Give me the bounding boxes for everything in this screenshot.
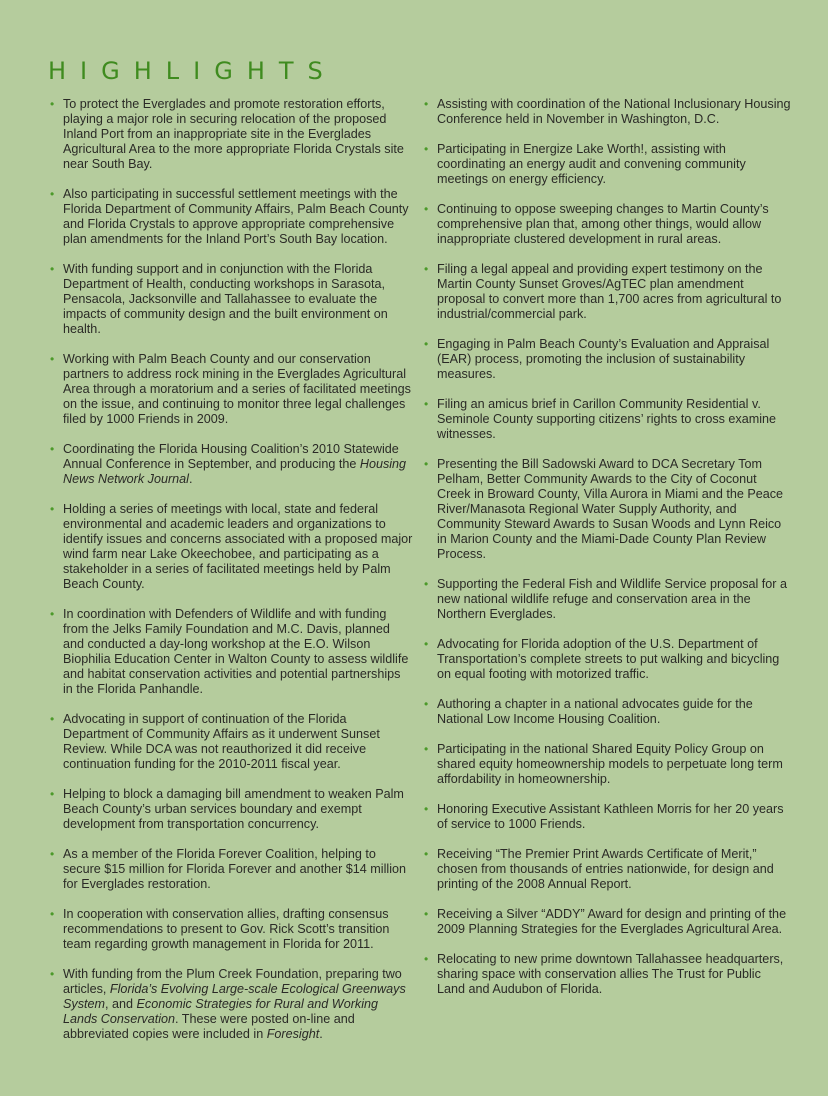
highlight-text: In coordination with Defenders of Wildlife and with funding from the Jelks Family Foundation and M.C. Davis, planned and conducted a day-long workshop at the E.O. Wilson Biophilia Education Center in Walton County to assess wildlife and habitat conservation activities and potential partnerships in the Florida Panhandle. (63, 607, 409, 696)
bullet-icon: • (424, 637, 429, 651)
bullet-icon: • (424, 262, 429, 276)
highlight-item (422, 637, 792, 682)
highlight-text: To protect the Everglades and promote restoration efforts, playing a major role in securing relocation of the proposed Inland Port from an inappropriate site in the Everglades Agricultural Area to the more appropriate Florida Crystals site near South Bay. (63, 97, 404, 171)
bullet-icon: • (50, 712, 55, 726)
highlight-item (422, 907, 792, 937)
bullet-icon: • (424, 952, 429, 966)
bullet-icon: • (424, 457, 429, 471)
highlight-item (48, 352, 413, 427)
highlight-item (422, 802, 792, 832)
highlight-text: Coordinating the Florida Housing Coalition’s 2010 Statewide Annual Conference in September, and producing the Housing News Network Journal. (63, 442, 407, 486)
bullet-icon: • (424, 742, 429, 756)
bullet-icon: • (50, 847, 55, 861)
highlight-text: Receiving a Silver “ADDY” Award for design and printing of the 2009 Planning Strategies for the Everglades Agricultural Area. (437, 907, 787, 936)
bullet-icon: • (424, 202, 429, 216)
bullet-icon: • (50, 787, 55, 801)
bullet-icon: • (424, 802, 429, 816)
highlight-text: Honoring Executive Assistant Kathleen Morris for her 20 years of service to 1000 Friends. (437, 802, 784, 831)
highlight-item (422, 952, 792, 997)
page-title: HIGHLIGHTS (48, 57, 337, 85)
highlight-item (48, 187, 413, 247)
highlight-text: Continuing to oppose sweeping changes to Martin County’s comprehensive plan that, among other things, would allow inappropriate clustered development in rural areas. (437, 202, 769, 246)
highlight-text: Participating in Energize Lake Worth!, assisting with coordinating an energy audit and convening community meetings on energy efficiency. (437, 142, 746, 186)
highlight-item (48, 442, 413, 487)
bullet-icon: • (50, 262, 55, 276)
bullet-icon: • (50, 907, 55, 921)
bullet-icon: • (50, 442, 55, 456)
highlight-item (422, 262, 792, 322)
highlight-item (48, 787, 413, 832)
highlight-text: Relocating to new prime downtown Tallahassee headquarters, sharing space with conservation allies The Trust for Public Land and Audubon of Florida. (437, 952, 784, 996)
bullet-icon: • (424, 847, 429, 861)
highlight-text: Assisting with coordination of the National Inclusionary Housing Conference held in November in Washington, D.C. (437, 97, 791, 126)
highlight-text: Authoring a chapter in a national advocates guide for the National Low Income Housing Coalition. (437, 697, 753, 726)
highlight-text: Presenting the Bill Sadowski Award to DCA Secretary Tom Pelham, Better Community Awards to the City of Coconut Creek in Broward County, Villa Aurora in Miami and the Peace River/Manasota Regional Water Supply Authority, and Community Steward Awards to Susan Woods and Lynn Reico in Marion County and the Miami-Dade County Plan Review Process. (437, 457, 784, 561)
highlight-item (422, 97, 792, 127)
highlight-item (422, 142, 792, 187)
highlight-text: As a member of the Florida Forever Coalition, helping to secure $15 million for Florida Forever and another $14 million for Everglades restoration. (63, 847, 407, 891)
bullet-icon: • (424, 97, 429, 111)
highlight-text: Participating in the national Shared Equity Policy Group on shared equity homeownership models to perpetuate long term affordability in homeownership. (437, 742, 783, 786)
highlight-item (48, 967, 413, 1042)
highlight-item (48, 502, 413, 592)
highlight-item (48, 97, 413, 172)
bullet-icon: • (424, 907, 429, 921)
bullet-icon: • (50, 97, 55, 111)
highlight-text: Helping to block a damaging bill amendment to weaken Palm Beach County’s urban services boundary and exempt development from transportation concurrency. (63, 787, 404, 831)
bullet-icon: • (424, 142, 429, 156)
bullet-icon: • (50, 187, 55, 201)
highlight-item (422, 337, 792, 382)
bullet-icon: • (50, 502, 55, 516)
highlight-text: Filing a legal appeal and providing expert testimony on the Martin County Sunset Groves/AgTEC plan amendment proposal to convert more than 1,700 acres from agricultural to industrial/commercial park. (437, 262, 782, 321)
highlight-text: In cooperation with conservation allies, drafting consensus recommendations to present to Gov. Rick Scott’s transition team regarding growth management in Florida for 2011. (63, 907, 390, 951)
highlights-left-column (48, 97, 413, 1057)
highlight-item (422, 697, 792, 727)
highlight-text: Advocating for Florida adoption of the U.S. Department of Transportation’s complete streets to put walking and bicycling on equal footing with motorized traffic. (437, 637, 780, 681)
bullet-icon: • (424, 697, 429, 711)
highlight-item (48, 262, 413, 337)
highlight-text: Working with Palm Beach County and our conservation partners to address rock mining in the Everglades Agricultural Area through a moratorium and a series of facilitated meetings on the issue, and continuing to monitor three legal challenges filed by 1000 Friends in 2009. (63, 352, 411, 426)
bullet-icon: • (50, 967, 55, 981)
highlight-item (422, 397, 792, 442)
bullet-icon: • (50, 352, 55, 366)
highlight-text: With funding from the Plum Creek Foundation, preparing two articles, Florida’s Evolving Large-scale Ecological Greenways System, and Economic Strategies for Rural and Working Lands Conservation. These were posted on-line and abbreviated copies were included in Foresight. (63, 967, 406, 1041)
highlight-text: Supporting the Federal Fish and Wildlife Service proposal for a new national wildlife refuge and conservation area in the Northern Everglades. (437, 577, 788, 621)
highlight-item (422, 577, 792, 622)
highlight-text: With funding support and in conjunction with the Florida Department of Health, conducting workshops in Sarasota, Pensacola, Jacksonville and Tallahassee to evaluate the impacts of community design and the built environment on health. (63, 262, 388, 336)
highlight-text: Also participating in successful settlement meetings with the Florida Department of Community Affairs, Palm Beach County and Florida Crystals to approve appropriate comprehensive plan amendments for the Inland Port’s South Bay location. (63, 187, 409, 246)
highlight-item (48, 607, 413, 697)
highlight-item (422, 742, 792, 787)
highlight-text: Filing an amicus brief in Carillon Community Residential v. Seminole County supporting citizens’ rights to cross examine witnesses. (437, 397, 777, 441)
highlight-item (48, 907, 413, 952)
bullet-icon: • (424, 577, 429, 591)
highlight-text: Holding a series of meetings with local, state and federal environmental and academic leaders and organizations to identify issues and concerns associated with a proposed major wind farm near Lake Okeechobee, and participating as a stakeholder in a series of facilitated meetings held by Palm Beach County. (63, 502, 413, 591)
highlight-text: Engaging in Palm Beach County’s Evaluation and Appraisal (EAR) process, promoting the inclusion of sustainability measures. (437, 337, 770, 381)
highlight-item (422, 847, 792, 892)
bullet-icon: • (424, 337, 429, 351)
highlight-item (422, 202, 792, 247)
highlight-text: Advocating in support of continuation of the Florida Department of Community Affairs as it underwent Sunset Review. While DCA was not reauthorized it did receive continuation funding for the 2010-2011 fiscal year. (63, 712, 380, 771)
bullet-icon: • (424, 397, 429, 411)
highlight-item (422, 457, 792, 562)
highlight-item (48, 847, 413, 892)
highlights-right-column (422, 97, 792, 1012)
highlight-item (48, 712, 413, 772)
highlight-text: Receiving “The Premier Print Awards Certificate of Merit,” chosen from thousands of entries nationwide, for design and printing of the 2008 Annual Report. (437, 847, 774, 891)
bullet-icon: • (50, 607, 55, 621)
